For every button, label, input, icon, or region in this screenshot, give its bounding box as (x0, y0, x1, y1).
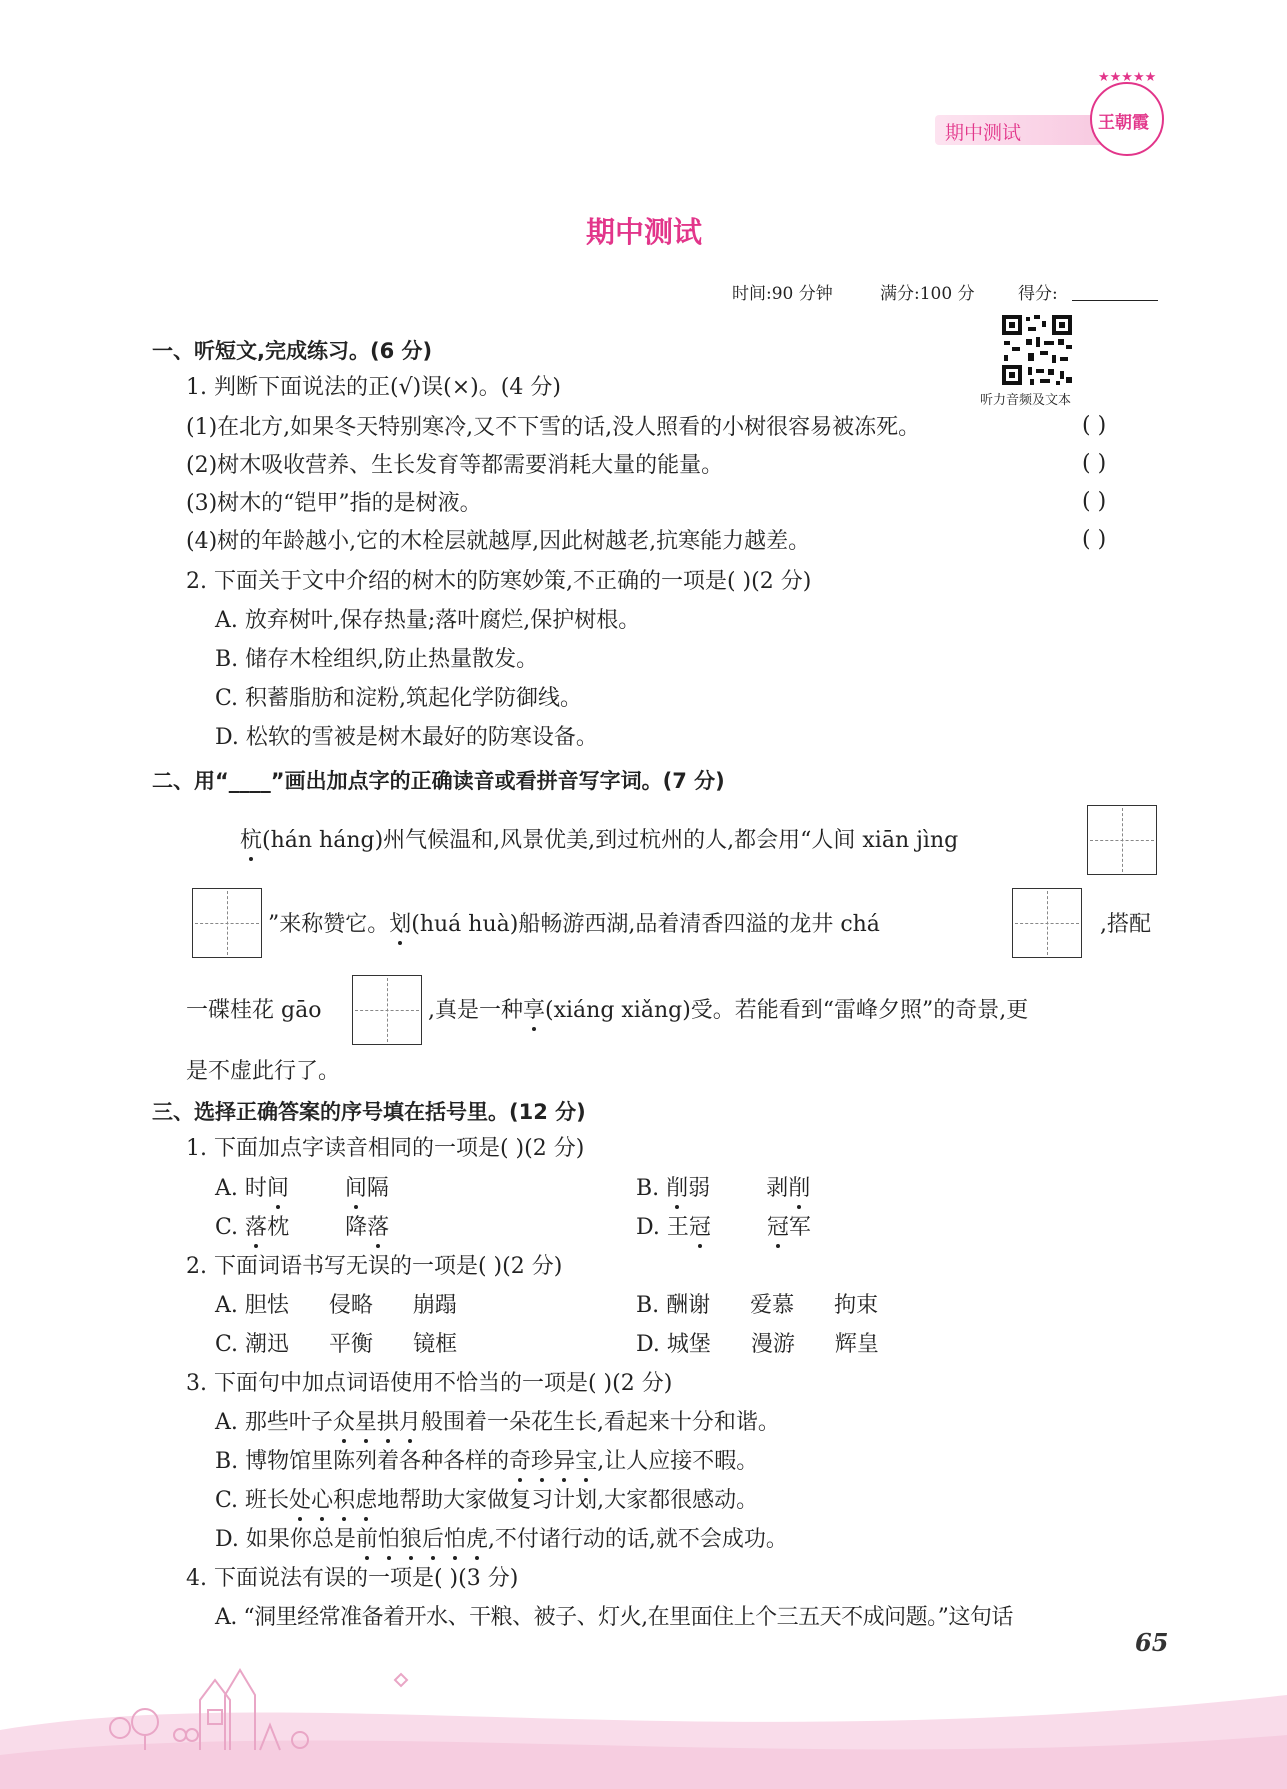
opt-text: 剥 (766, 1176, 789, 1201)
writing-box-3[interactable] (1012, 888, 1082, 958)
exam-score-label: 得分: (1018, 284, 1058, 304)
s2-line-3-text-c: (xiáng xiǎng)受。若能看到“雷峰夕照”的奇景,更 (545, 998, 1029, 1023)
logo-stars: ★★★★★ (1098, 70, 1157, 85)
dotted-phrase (289, 1488, 377, 1513)
s1-item-3: (3)树木的“铠甲”指的是树液。 (186, 491, 482, 516)
opt-text: A. 那些叶子 (215, 1410, 333, 1435)
opt-text: 枕 (267, 1215, 290, 1240)
writing-box-2[interactable] (192, 888, 262, 958)
dotted-char: 宝 (575, 1447, 597, 1477)
s2-line-3-b (428, 996, 1028, 1026)
s2-line-4: 是不虚此行了。 (186, 1059, 341, 1084)
s1-q2-option-a: A. 放弃树叶,保存热量;落叶腐烂,保护树根。 (215, 608, 641, 633)
opt-text: B. (636, 1176, 667, 1201)
dotted-char: 落 (245, 1213, 267, 1243)
s1-item-1: (1)在北方,如果冬天特别寒冷,又不下雪的话,没人照看的小树很容易被冻死。 (186, 415, 921, 440)
s2-line-2-text-b: (huá huà)船畅游西湖,品着清香四溢的龙井 chá (411, 912, 880, 937)
qr-code[interactable] (1000, 313, 1074, 387)
s2-line-3-text-b: ,真是一种 (428, 998, 523, 1023)
opt-text: 般围着一朵花生长,看起来十分和谐。 (420, 1410, 780, 1435)
answer-blank-2[interactable]: ( ) (1082, 451, 1107, 476)
opt-text: 拘束 (834, 1293, 879, 1318)
page-title: 期中测试 (586, 215, 703, 249)
s3-q1-option-a (215, 1174, 389, 1204)
opt-text: 军 (788, 1215, 811, 1240)
s1-q2-option-c: C. 积蓄脂肪和淀粉,筑起化学防御线。 (215, 686, 583, 711)
opt-text: D. 王 (636, 1215, 689, 1240)
s3-q4: 4. 下面说法有误的一项是( )(3 分) (186, 1566, 519, 1591)
s3-q3-option-d (215, 1525, 788, 1555)
opt-text: C. (215, 1215, 246, 1240)
opt-text: A. 胆怯 (215, 1293, 289, 1318)
s3-q4-option-a: A. “洞里经常准备着开水、干粮、被子、灯火,在里面住上个三五天不成问题。”这句话 (215, 1605, 1013, 1630)
exam-full-score: 满分:100 分 (880, 284, 975, 304)
dotted-char: 落 (367, 1213, 389, 1243)
dotted-char: 处 (289, 1486, 311, 1516)
s3-q3-option-c (215, 1486, 758, 1516)
dotted-char: 冠 (767, 1213, 789, 1243)
writing-box-1[interactable] (1087, 805, 1157, 875)
opt-text: B. 酬谢 (636, 1293, 711, 1318)
opt-text: B. 博物馆里陈列着各种各样的 (215, 1449, 510, 1474)
s3-q2-option-d (636, 1330, 879, 1360)
opt-text: 隔 (366, 1176, 389, 1201)
opt-text: ,让人应接不暇。 (597, 1449, 759, 1474)
page-number: 65 (1135, 1628, 1169, 1657)
dotted-char: 异 (553, 1447, 575, 1477)
opt-text: 侵略 (328, 1293, 373, 1318)
answer-blank-3[interactable]: ( ) (1082, 489, 1107, 514)
header-tag: 期中测试 (945, 122, 1022, 144)
s1-q2-option-b: B. 储存木栓组织,防止热量散发。 (215, 647, 539, 672)
opt-text: 降 (345, 1215, 368, 1240)
s3-q2-option-a (215, 1291, 457, 1321)
dotted-char: 杭 (240, 826, 262, 856)
opt-text: 平衡 (329, 1332, 374, 1357)
opt-text: 弱 (688, 1176, 711, 1201)
dotted-char: 间 (267, 1174, 289, 1204)
score-blank[interactable] (1072, 300, 1158, 301)
dotted-char: 间 (345, 1174, 367, 1204)
opt-text: C. 班长 (215, 1488, 290, 1513)
footer-decoration (0, 1640, 1287, 1789)
dotted-char: 积 (333, 1486, 355, 1516)
s1-q2: 2. 下面关于文中介绍的树木的防寒妙策,不正确的一项是( )(2 分) (186, 569, 812, 594)
s1-item-2: (2)树木吸收营养、生长发育等都需要消耗大量的能量。 (186, 453, 724, 478)
s2-line-2 (268, 910, 880, 940)
section-3-heading: 三、选择正确答案的序号填在括号里。(12 分) (152, 1100, 586, 1124)
dotted-char: 削 (788, 1174, 810, 1204)
dotted-char: 拱 (377, 1408, 399, 1438)
dotted-char: 珍 (531, 1447, 553, 1477)
opt-text: 地帮助大家做复习计划,大家都很感动。 (377, 1488, 759, 1513)
dotted-char: 享 (523, 996, 545, 1026)
s3-q2-option-c (215, 1330, 457, 1360)
s1-q1: 1. 判断下面说法的正(√)误(×)。(4 分) (186, 375, 561, 400)
s2-line-1-text: (hán háng)州气候温和,风景优美,到过杭州的人,都会用“人间 xiān jìng (262, 828, 959, 853)
opt-text: C. 潮迅 (215, 1332, 290, 1357)
dotted-char: 划 (389, 910, 411, 940)
section-2-heading: 二、用“____”画出加点字的正确读音或看拼音写字词。(7 分) (152, 769, 725, 793)
s2-line-1 (240, 826, 958, 856)
s3-q1-option-b (636, 1174, 810, 1204)
opt-text: 爱慕 (750, 1293, 795, 1318)
writing-box-4[interactable] (352, 975, 422, 1045)
dotted-phrase (333, 1410, 421, 1435)
s2-line-2-tail: ,搭配 (1100, 912, 1151, 937)
dotted-char: 众 (333, 1408, 355, 1438)
s1-q2-option-d: D. 松软的雪被是树木最好的防寒设备。 (215, 725, 598, 750)
dotted-phrase (356, 1527, 488, 1552)
dotted-char: 狼 (400, 1525, 422, 1555)
dotted-char: 虎 (466, 1525, 488, 1555)
s3-q2-option-b (636, 1291, 878, 1321)
opt-text: 镜框 (413, 1332, 458, 1357)
dotted-char: 虑 (355, 1486, 377, 1516)
exam-time: 时间:90 分钟 (732, 284, 833, 304)
dotted-phrase (509, 1449, 597, 1474)
qr-caption: 听力音频及文本 (980, 393, 1072, 408)
dotted-char: 前 (356, 1525, 378, 1555)
s3-q1-option-c (215, 1213, 389, 1243)
dotted-char: 后 (422, 1525, 444, 1555)
s3-q3-option-a (215, 1408, 780, 1438)
opt-text: ,不付诸行动的话,就不会成功。 (487, 1527, 788, 1552)
s3-q2: 2. 下面词语书写无误的一项是( )(2 分) (186, 1254, 563, 1279)
brand-logo (1090, 70, 1164, 156)
opt-text: D. 如果你总是 (215, 1527, 356, 1552)
answer-blank-4[interactable]: ( ) (1082, 527, 1107, 552)
section-1-heading: 一、听短文,完成练习。(6 分) (152, 339, 433, 363)
opt-text: 辉皇 (834, 1332, 879, 1357)
dotted-char: 削 (666, 1174, 688, 1204)
dotted-char: 冠 (689, 1213, 711, 1243)
dotted-char: 月 (399, 1408, 421, 1438)
dotted-char: 奇 (509, 1447, 531, 1477)
opt-text: D. 城堡 (636, 1332, 711, 1357)
answer-blank-1[interactable]: ( ) (1082, 413, 1107, 438)
s2-line-2-text-a: ”来称赞它。 (268, 912, 390, 937)
dotted-char: 心 (311, 1486, 333, 1516)
s3-q3: 3. 下面句中加点词语使用不恰当的一项是( )(2 分) (186, 1371, 673, 1396)
s3-q1-option-d (636, 1213, 811, 1243)
dotted-char: 星 (355, 1408, 377, 1438)
s3-q3-option-b (215, 1447, 758, 1477)
opt-text: 漫游 (750, 1332, 795, 1357)
s3-q1: 1. 下面加点字读音相同的一项是( )(2 分) (186, 1136, 585, 1161)
dotted-char: 怕 (378, 1525, 400, 1555)
s2-line-3-a: 一碟桂花 gāo (186, 998, 322, 1023)
logo-text: 王朝霞 (1098, 113, 1149, 133)
dotted-char: 怕 (444, 1525, 466, 1555)
opt-text: A. 时 (215, 1176, 267, 1201)
opt-text: 崩蹋 (412, 1293, 457, 1318)
s1-item-4: (4)树的年龄越小,它的木栓层就越厚,因此树越老,抗寒能力越差。 (186, 529, 811, 554)
